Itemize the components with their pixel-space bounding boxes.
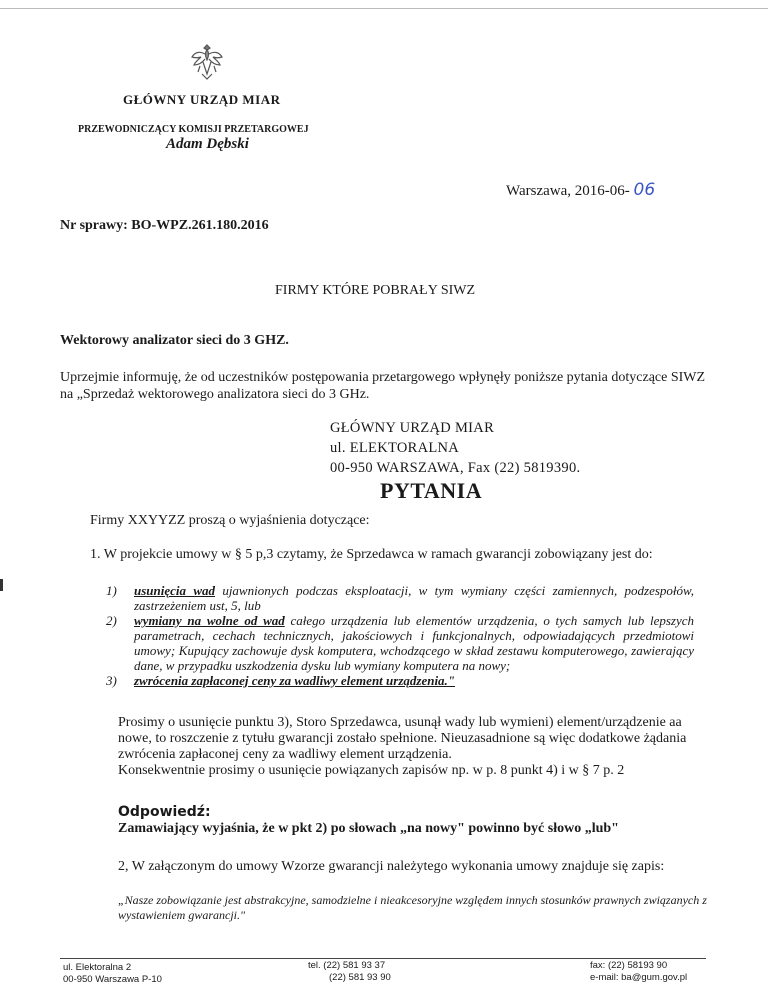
letter-date — [506, 180, 655, 200]
footer-phone-2: (22) 581 93 90 — [329, 972, 391, 983]
footer-fax: fax: (22) 58193 90 — [590, 960, 668, 971]
questions-heading: PYTANIA — [380, 478, 483, 503]
footer-address-line-1: ul. Elektoralna 2 — [63, 962, 132, 973]
address-line-1: GŁÓWNY URZĄD MIAR — [330, 420, 495, 436]
subject-line: Wektorowy analizator sieci do 3 GHZ. — [60, 333, 289, 348]
intro-paragraph: Uprzejmie informuję, że od uczestników postępowania przetargowego wpłynęły poniższe pytania dotyczące SIWZ na „Sprzedaż wektorowego analizatora sieci do 3 GHz. — [60, 370, 706, 402]
scan-top-edge — [0, 8, 768, 9]
firms-line: Firmy XXYYZZ proszą o wyjaśnienia dotyczące: — [90, 513, 370, 528]
address-block — [330, 418, 580, 478]
footer-email: e-mail: ba@gum.gov.pl — [590, 972, 688, 983]
footer-address-line-2: 00-950 Warszawa P-10 — [63, 974, 162, 985]
polish-eagle-emblem-icon — [190, 42, 224, 82]
question-1-text: 1. W projekcie umowy w § 5 p,3 czytamy, że Sprzedawca w ramach gwarancji zobowiązany jest do: — [90, 547, 653, 562]
answer-label: Odpowiedź: — [118, 804, 211, 820]
list-item-lead: usunięcia wad — [134, 583, 215, 598]
list-item: 3) zwrócenia zapłaconej ceny za wadliwy element urządzenia." — [106, 673, 456, 688]
contract-clause-list — [106, 583, 694, 688]
list-item-rest: ujawnionych podczas eksploatacji, w tym wymiany części zamiennych, podzespołów, zastrzeżeniem ust, 5, lub — [134, 583, 694, 613]
address-line-3: 00-950 WARSZAWA, Fax (22) 5819390. — [330, 460, 581, 476]
list-item-lead: wymiany na wolne od wad — [134, 613, 285, 628]
list-item-lead: zwrócenia zapłaconej ceny za wadliwy element urządzenia." — [134, 673, 456, 688]
committee-chair-name: Adam Dębski — [166, 136, 249, 152]
footer-contact — [590, 960, 687, 984]
footer-phones — [308, 960, 391, 984]
list-item: 2) wymiany na wolne od wad całego urządzenia lub elementów urządzenia, o tych samych lub lepszych parametrach, cechach technicznych, jakościowych i funkcjonalnych, odpowiadających przedmiotowi umowy; Kupujący zachowuje dysk komputera, wchodzącego w skład zestawu komputerowego, zawierający dane, w przypadku uszkodzenia dysku lub wymiany komputera na nowy; — [106, 613, 694, 673]
date-handwritten-day: 06 — [633, 180, 656, 200]
question-2-text: 2, W załączonym do umowy Wzorze gwarancji należytego wykonania umowy znajduje się zapis: — [118, 859, 665, 874]
address-line-2: ul. ELEKTORALNA — [330, 440, 460, 456]
footer-divider — [60, 958, 706, 959]
list-item-rest: całego urządzenia lub elementów urządzenia, o tych samych lub lepszych parametrach, cechach technicznych, jakościowych i funkcjonalnych, odpowiadających przedmiotowi umowy; Kupujący zachowuje dysk komputera, wchodzącego w skład zestawu komputerowego, zawierający dane, w przypadku uszkodzenia dysku lub wymiany komputera na nowy; — [134, 613, 694, 673]
recipients-heading: FIRMY KTÓRE POBRAŁY SIWZ — [275, 283, 476, 298]
question-2-quote: „Nasze zobowiązanie jest abstrakcyjne, samodzielne i nieakcesoryjne względem innych stosunków prawnych związanych z wystawieniem gwarancji." — [118, 893, 707, 922]
case-number: Nr sprawy: BO-WPZ.261.180.2016 — [60, 218, 269, 233]
committee-chair-title: PRZEWODNICZĄCY KOMISJI PRZETARGOWEJ — [78, 124, 309, 135]
request-text: Prosimy o usunięcie punktu 3), Storo Sprzedawca, usunął wady lub wymieni) element/urządzenie aa nowe, to roszczenie z tytułu gwarancji zostało spełnione. Nieuzasadnione są więc dodatkowe żądania zwrócenia zapłaconej ceny za wadliwy element urządzenia. — [118, 715, 687, 762]
date-printed: Warszawa, 2016-06- — [506, 183, 630, 199]
request-paragraph — [118, 715, 714, 779]
list-item: 1) usunięcia wad ujawnionych podczas eksploatacji, w tym wymiany części zamiennych, podzespołów, zastrzeżeniem ust, 5, lub — [106, 583, 694, 613]
answer-text: Zamawiający wyjaśnia, że w pkt 2) po słowach „na nowy" powinno być słowo „lub" — [118, 821, 619, 836]
request-text-2: Konsekwentnie prosimy o usunięcie powiązanych zapisów np. w p. 8 punkt 4) i w § 7 p. 2 — [118, 763, 625, 778]
office-name: GŁÓWNY URZĄD MIAR — [123, 92, 281, 107]
scan-edge-mark — [0, 579, 3, 591]
footer-address — [63, 962, 162, 986]
footer-phone-1: tel. (22) 581 93 37 — [308, 960, 386, 971]
